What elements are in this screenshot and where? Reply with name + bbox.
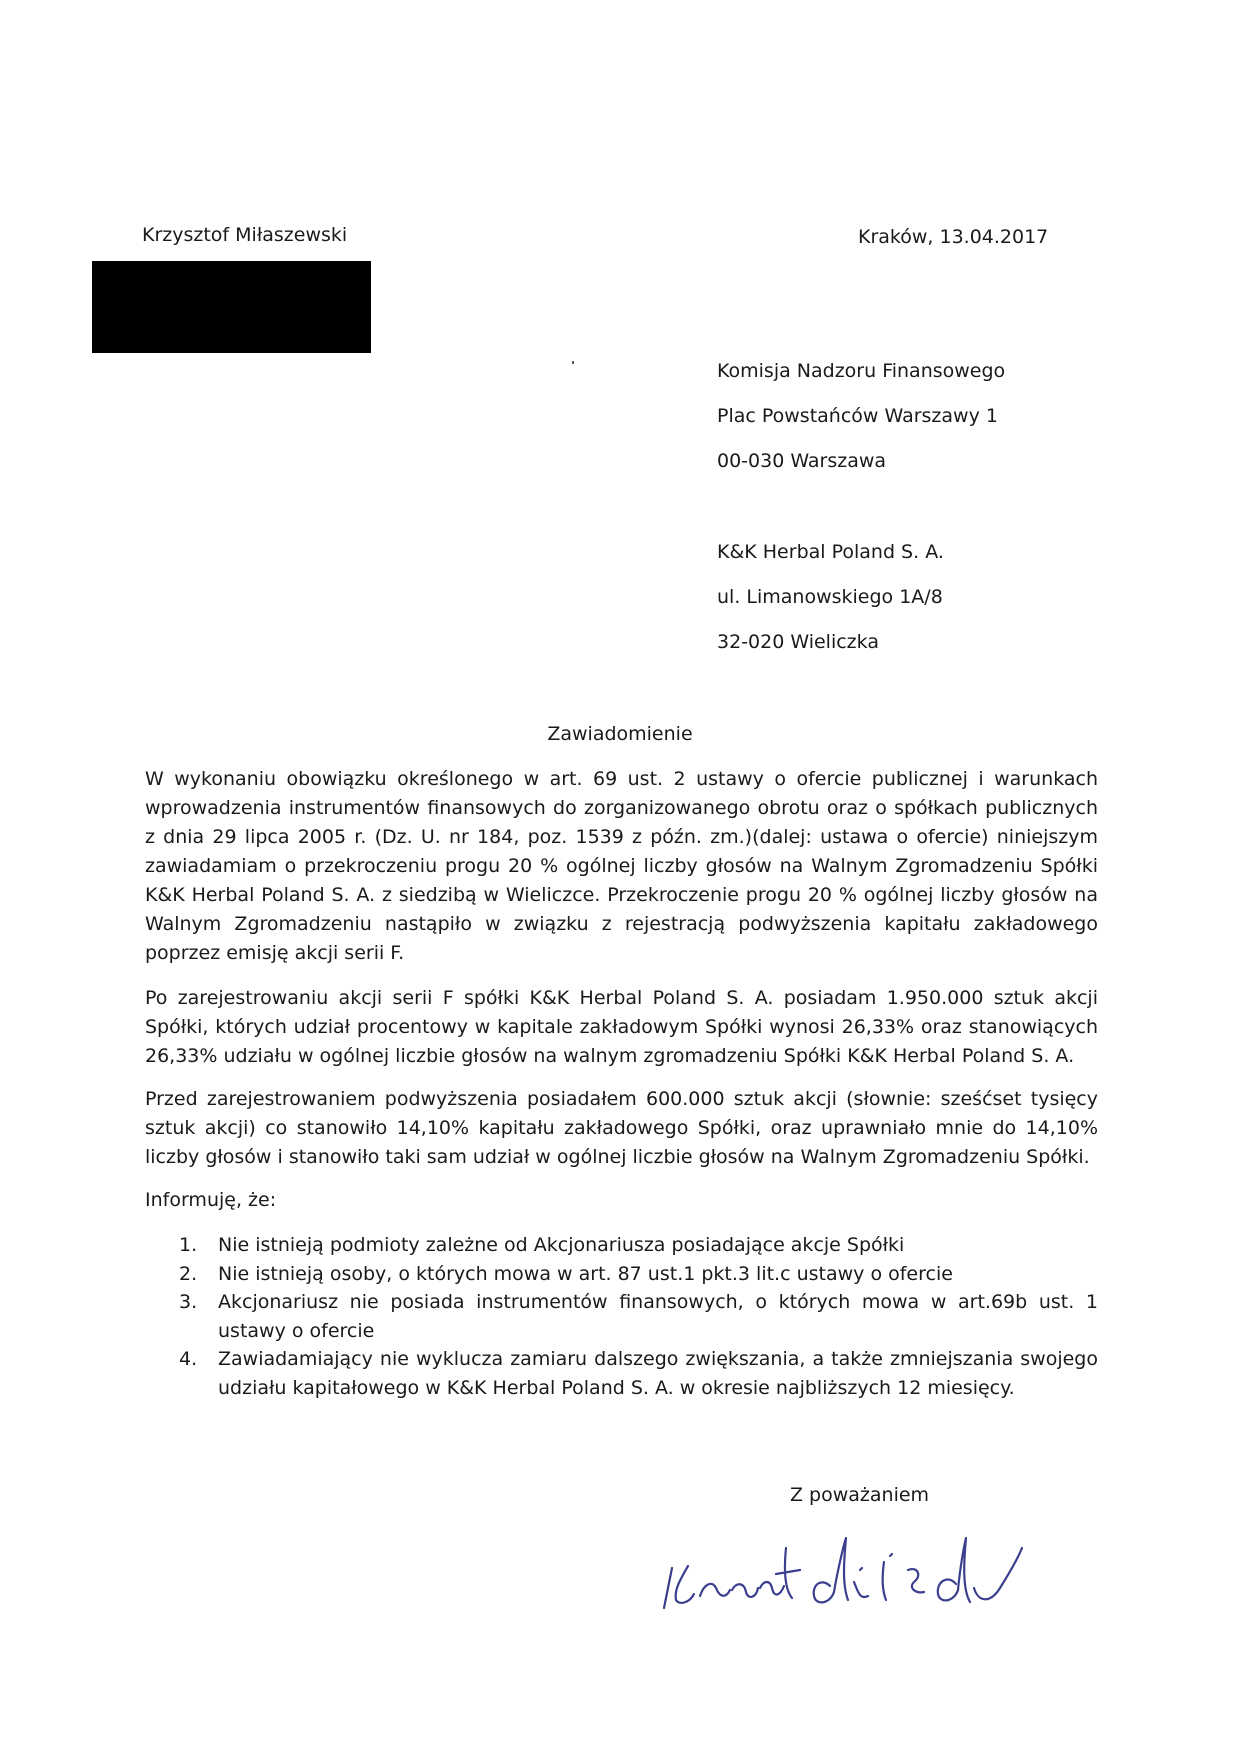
paragraph-notification: W wykonaniu obowiązku określonego w art. 69 ust. 2 ustawy o ofercie publicznej i warunkach wprowadzenia instrumentów finansowych do zorganizowanego obrotu oraz o spółkach publicznych z dnia 29 lipca 2005 r. (Dz. U. nr 184, poz. 1539 z późn. zm.)(dalej: ustawa o ofercie) niniejszym zawiadamiam o przekroczeniu progu 20 % ogólnej liczby głosów na Walnym Zgromadzeniu Spółki K&K Herbal Poland S. A. z siedzibą w Wieliczce. Przekroczenie progu 20 % ogólnej liczby głosów na Walnym Zgromadzeniu nastąpiło w związku z rejestracją podwyższenia kapitału zakładowego poprzez emisję akcji serii F. [145,768,1098,964]
recipient-1-line-3: 00-030 Warszawa [717,450,887,472]
list-item-number: 2. [179,1262,198,1285]
closing-salutation: Z poważaniem [790,1484,930,1506]
recipient-2-line-3: 32-020 Wieliczka [717,631,879,653]
list-item-number: 1. [179,1234,198,1256]
list-item-text: Zawiadamiający nie wyklucza zamiaru dalszego zwiększania, a także zmniejszania swojego udziału kapitałowego w K&K Herbal Poland S. A. w okresie najbliższych 12 miesięcy. [218,1348,1098,1399]
sender-name: Krzysztof Miłaszewski [142,224,348,246]
paragraph-previous-holding: Przed zarejestrowaniem podwyższenia posiadałem 600.000 sztuk akcji (słownie: sześćset tysięcy sztuk akcji) co stanowiło 14,10% kapitału zakładowego Spółki, oraz uprawniało mnie do 14,10% liczby głosów i stanowiło taki sam udział w ogólnej liczbie głosów na Walnym Zgromadzeniu Spółki. [145,1088,1098,1168]
recipient-2-line-2: ul. Limanowskiego 1A/8 [717,586,943,608]
place-date: Kraków, 13.04.2017 [858,226,1049,248]
list-item [145,1288,1098,1345]
redacted-address-block [92,261,371,353]
recipient-1-line-1: Komisja Nadzoru Finansowego [717,360,1006,382]
scan-speck [572,361,574,364]
handwritten-signature [660,1508,1060,1618]
list-item-text: Nie istnieją podmioty zależne od Akcjonariusza posiadające akcje Spółki [218,1234,905,1256]
recipient-1-line-2: Plac Powstańców Warszawy 1 [717,405,998,427]
recipient-2-line-1: K&K Herbal Poland S. A. [717,541,944,563]
list-item-number: 3. [179,1291,198,1313]
list-item-text: Akcjonariusz nie posiada instrumentów finansowych, o których mowa w art.69b ust. 1 ustawy o ofercie [218,1291,1098,1342]
list-item-number: 4. [179,1348,198,1370]
informuje-label: Informuję, że: [145,1189,277,1211]
statements-list [145,1231,1098,1402]
paragraph-current-holding: Po zarejestrowaniu akcji serii F spółki K&K Herbal Poland S. A. posiadam 1.950.000 sztuk akcji Spółki, których udział procentowy w kapitale zakładowym Spółki wynosi 26,33% oraz stanowiących 26,33% udziału w ogólnej liczbie głosów na walnym zgromadzeniu Spółki K&K Herbal Poland S. A. [145,987,1098,1067]
list-item [145,1345,1098,1402]
list-item [145,1231,1098,1260]
list-item [145,1260,1098,1289]
list-item-text: Nie istnieją osoby, o których mowa w art. 87 ust.1 pkt.3 lit.c ustawy o ofercie [218,1262,953,1285]
document-title: Zawiadomienie [547,723,693,745]
